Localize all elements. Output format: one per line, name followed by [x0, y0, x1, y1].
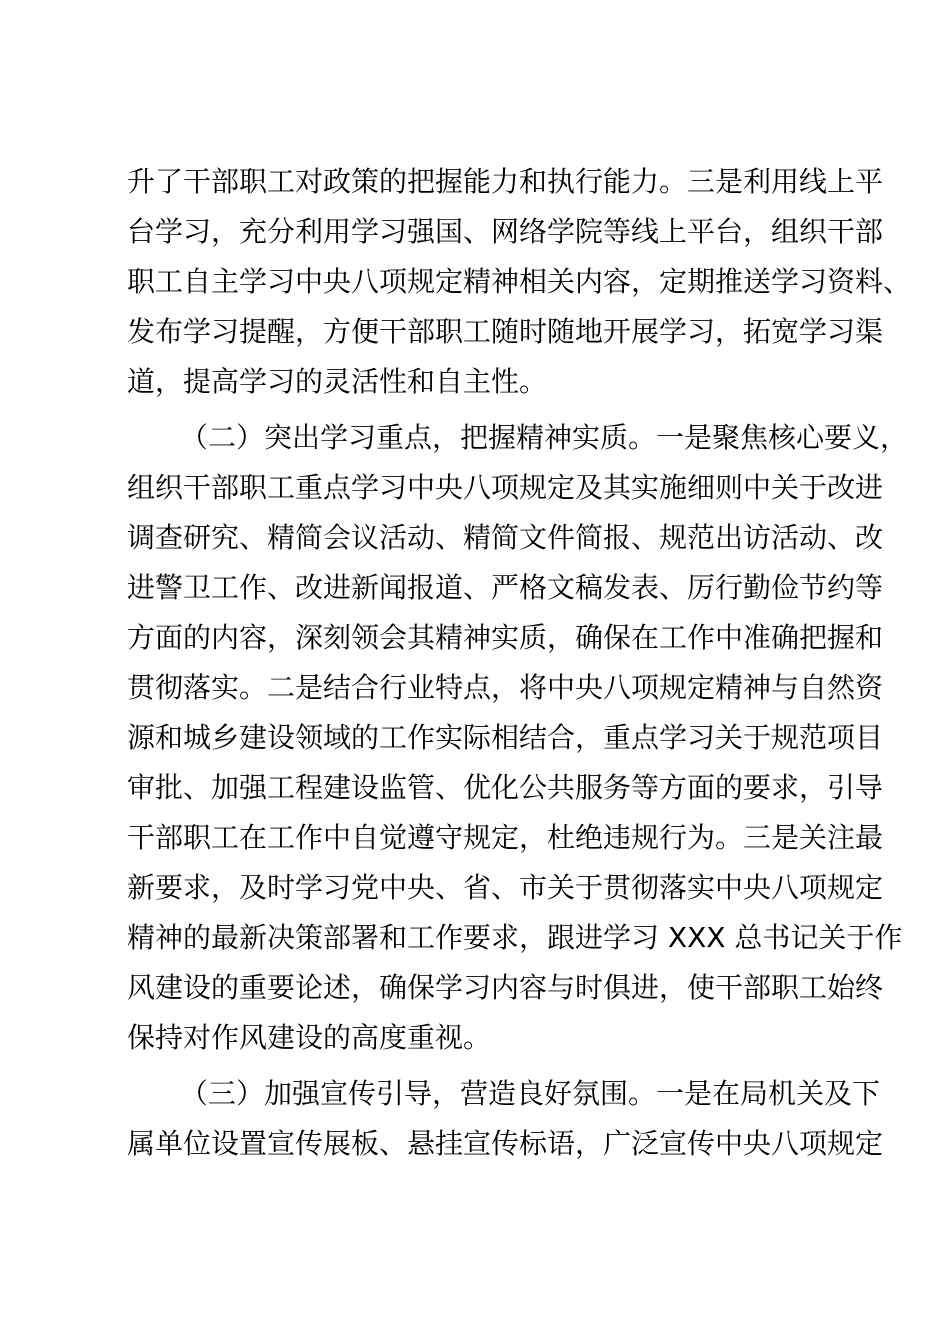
- text-line: 道，提高学习的灵活性和自主性。: [127, 365, 548, 398]
- text-line: 保持对作风建设的高度重视。: [127, 1021, 492, 1054]
- text-line: 审批、加强工程建设监管、优化公共服务等方面的要求，引导: [127, 771, 884, 804]
- text-line: 方面的内容，深刻领会其精神实质，确保在工作中准确把握和: [127, 621, 884, 654]
- text-line: 调查研究、精简会议活动、精简文件简报、规范出访活动、改: [127, 521, 884, 554]
- text-line: 源和城乡建设领域的工作实际相结合，重点学习关于规范项目: [127, 721, 884, 754]
- text-line: 进警卫工作、改进新闻报道、严格文稿发表、厉行勤俭节约等: [127, 571, 884, 604]
- text-line: 精神的最新决策部署和工作要求，跟进学习 XXX 总书记关于作: [127, 921, 903, 954]
- text-line: 新要求，及时学习党中央、省、市关于贯彻落实中央八项规定: [127, 871, 884, 904]
- section-heading-2: （二）突出学习重点，把握精神实质。一是聚焦核心要义，: [180, 421, 909, 454]
- text-line: 干部职工在工作中自觉遵守规定，杜绝违规行为。三是关注最: [127, 821, 884, 854]
- section-heading-3: （三）加强宣传引导，营造良好氛围。一是在局机关及下: [180, 1077, 881, 1110]
- text-line: 风建设的重要论述，确保学习内容与时俱进，使干部职工始终: [127, 971, 884, 1004]
- text-line: 发布学习提醒，方便干部职工随时随地开展学习，拓宽学习渠: [127, 315, 884, 348]
- text-line: 职工自主学习中央八项规定精神相关内容，定期推送学习资料、: [127, 265, 912, 298]
- text-line: 组织干部职工重点学习中央八项规定及其实施细则中关于改进: [127, 471, 884, 504]
- text-line: 台学习，充分利用学习强国、网络学院等线上平台，组织干部: [127, 215, 884, 248]
- text-line: 属单位设置宣传展板、悬挂宣传标语，广泛宣传中央八项规定: [127, 1127, 884, 1160]
- text-line: 升了干部职工对政策的把握能力和执行能力。三是利用线上平: [127, 165, 884, 198]
- text-line: 贯彻落实。二是结合行业特点，将中央八项规定精神与自然资: [127, 671, 884, 704]
